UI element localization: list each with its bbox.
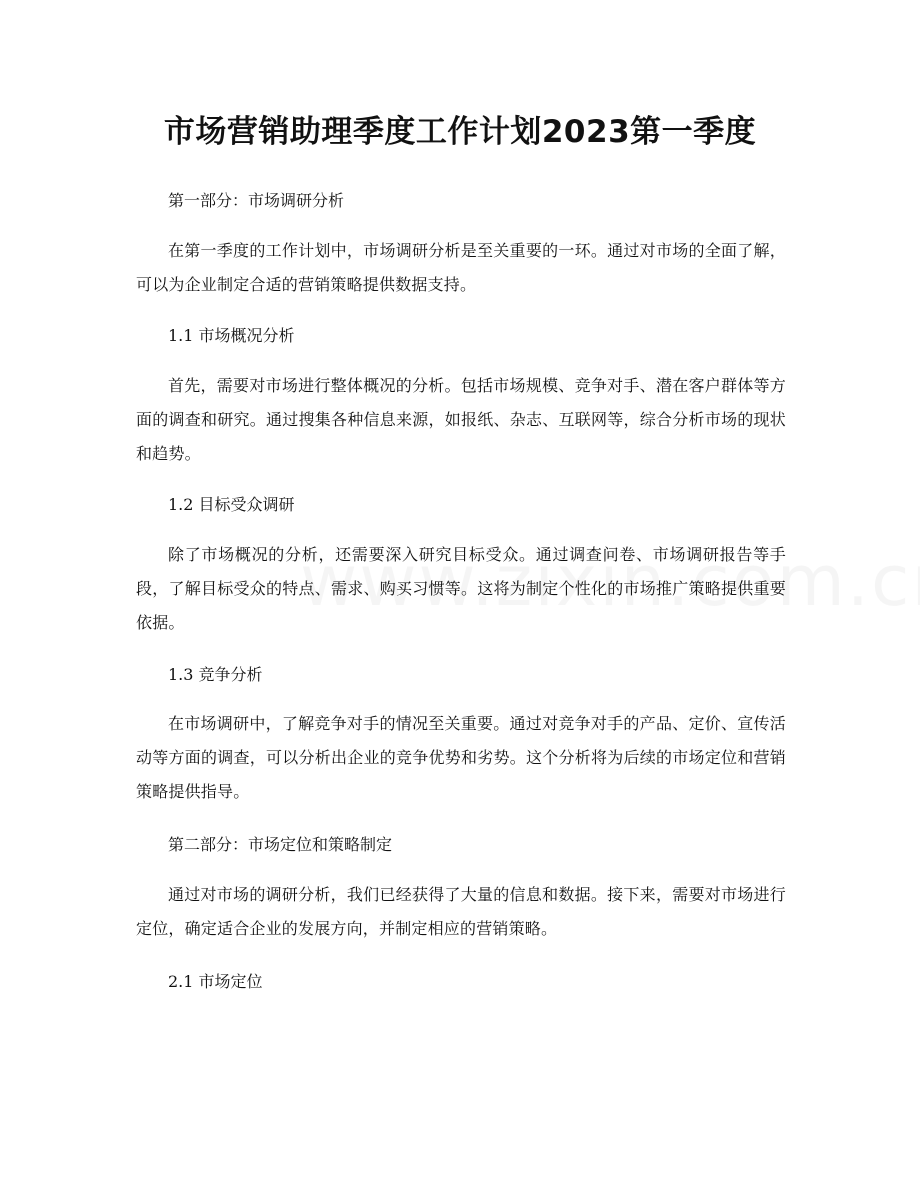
subsection-heading-2-1: 2.1 市场定位 xyxy=(168,972,263,991)
paragraph-1: 在第一季度的工作计划中，市场调研分析是至关重要的一环。通过对市场的全面了解，可以为企业制定合适的营销策略提供数据支持。 xyxy=(136,241,786,294)
subsection-heading-1-3: 1.3 竞争分析 xyxy=(168,665,263,684)
document-title: 市场营销助理季度工作计划2023第一季度 xyxy=(163,114,757,150)
paragraph-3: 除了市场概况的分析，还需要深入研究目标受众。通过调查问卷、市场调研报告等手段，了解目标受众的特点、需求、购买习惯等。这将为制定个性化的市场推广策略提供重要依据。 xyxy=(136,545,786,632)
subsection-heading-1-2: 1.2 目标受众调研 xyxy=(168,495,295,514)
subsection-heading-1-1: 1.1 市场概况分析 xyxy=(168,326,295,345)
section-heading-part-2: 第二部分：市场定位和策略制定 xyxy=(168,835,393,854)
paragraph-2: 首先，需要对市场进行整体概况的分析。包括市场规模、竞争对手、潜在客户群体等方面的调查和研究。通过搜集各种信息来源，如报纸、杂志、互联网等，综合分析市场的现状和趋势。 xyxy=(136,376,786,463)
section-heading-part-1: 第一部分：市场调研分析 xyxy=(168,191,345,210)
paragraph-5: 通过对市场的调研分析，我们已经获得了大量的信息和数据。接下来，需要对市场进行定位，确定适合企业的发展方向，并制定相应的营销策略。 xyxy=(136,885,786,938)
paragraph-4: 在市场调研中，了解竞争对手的情况至关重要。通过对竞争对手的产品、定价、宣传活动等方面的调查，可以分析出企业的竞争优势和劣势。这个分析将为后续的市场定位和营销策略提供指导。 xyxy=(136,714,786,801)
